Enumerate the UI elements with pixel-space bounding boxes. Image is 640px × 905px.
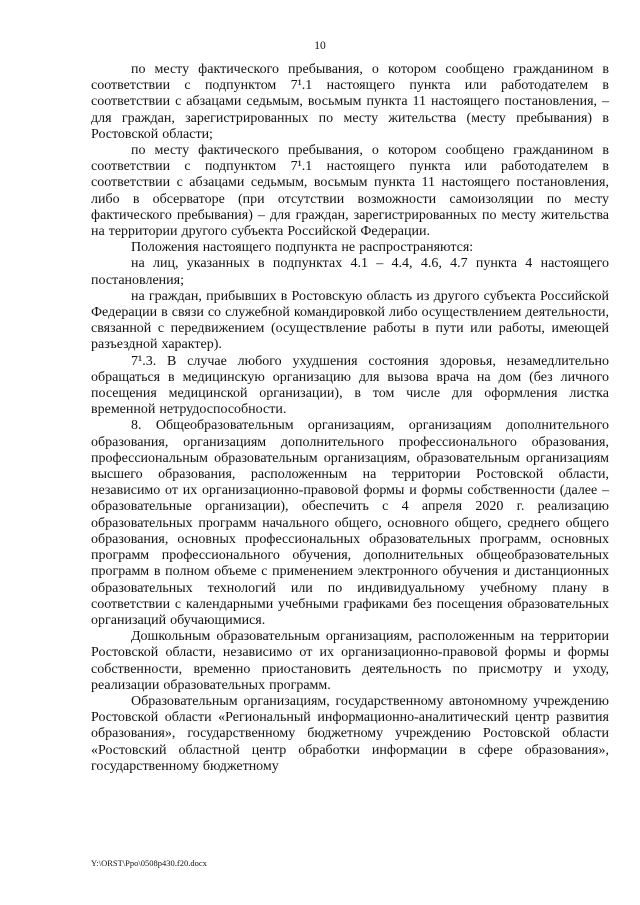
paragraph-7: 8. Общеобразовательным организациям, организациям дополнительного образования, организациям дополнительного профессионального образования, профессиональным образовательным организациям, образовательным организациям высшего образования, расположенным на территории Ростовской области, независимо от их организационно-правовой формы и формы собственности (далее – образовательные организации), обеспечить с 4 апреля 2020 г. реализацию образовательных программ начального общего, основного общего, среднего общего образования, основных профессиональных образовательных программ, основных программ профессионального обучения, дополнительных общеобразовательных программ в полном объеме с применением электронного обучения и дистанционных образовательных технологий или по индивидуальному учебному плану в соответствии с календарными учебными графиками без посещения образовательных организаций обучающимися. [91,418,609,628]
page-number: 10 [314,40,326,52]
paragraph-9: Образовательным организациям, государственному автономному учреждению Ростовской области «Региональный информационно-аналитический центр развития образования», государственному бюджетному учреждению Ростовской области «Ростовский областной центр обработки информации в сфере образования», государственному бюджетному [91,693,609,774]
paragraph-3: Положения настоящего подпункта не распространяются: [131,240,474,256]
paragraph-2: по месту фактического пребывания, о котором сообщено гражданином в соответствии с подпунктом 7¹.1 настоящего пункта или работодателем в соответствии с абзацами седьмым, восьмым пункта 11 настоящего постановления, либо в обсерваторе (при отсутствии возможности самоизоляции по месту фактического пребывания) – для граждан, зарегистрированных по месту жительства на территории другого субъекта Российской Федерации. [91,143,609,240]
document-body [91,62,609,775]
paragraph-6: 7¹.3. В случае любого ухудшения состояния здоровья, незамедлительно обращаться в медицинскую организацию для вызова врача на дом (без личного посещения медицинской организации), в том числе для оформления листка временной нетрудоспособности. [91,353,609,418]
paragraph-1: по месту фактического пребывания, о котором сообщено гражданином в соответствии с подпунктом 7¹.1 настоящего пункта или работодателем в соответствии с абзацами седьмым, восьмым пункта 11 настоящего постановления, – для граждан, зарегистрированных по месту жительства (месту пребывания) в Ростовской области; [91,62,609,142]
paragraph-4: на лиц, указанных в подпунктах 4.1 – 4.4, 4.6, 4.7 пункта 4 настоящего постановления; [91,256,609,288]
paragraph-5: на граждан, прибывших в Ростовскую область из другого субъекта Российской Федерации в связи со служебной командировкой либо осуществлением деятельности, связанной с передвижением (осуществление работы в пути или работы, имеющей разъездной характер). [91,288,609,353]
file-path-footer: Y:\ORST\Ppo\0508p430.f20.docx [91,858,207,868]
paragraph-8: Дошкольным образовательным организациям, расположенным на территории Ростовской области, независимо от их организационно-правовой формы и формы собственности, временно приостановить деятельность по присмотру и уходу, реализации образовательных программ. [91,629,609,693]
